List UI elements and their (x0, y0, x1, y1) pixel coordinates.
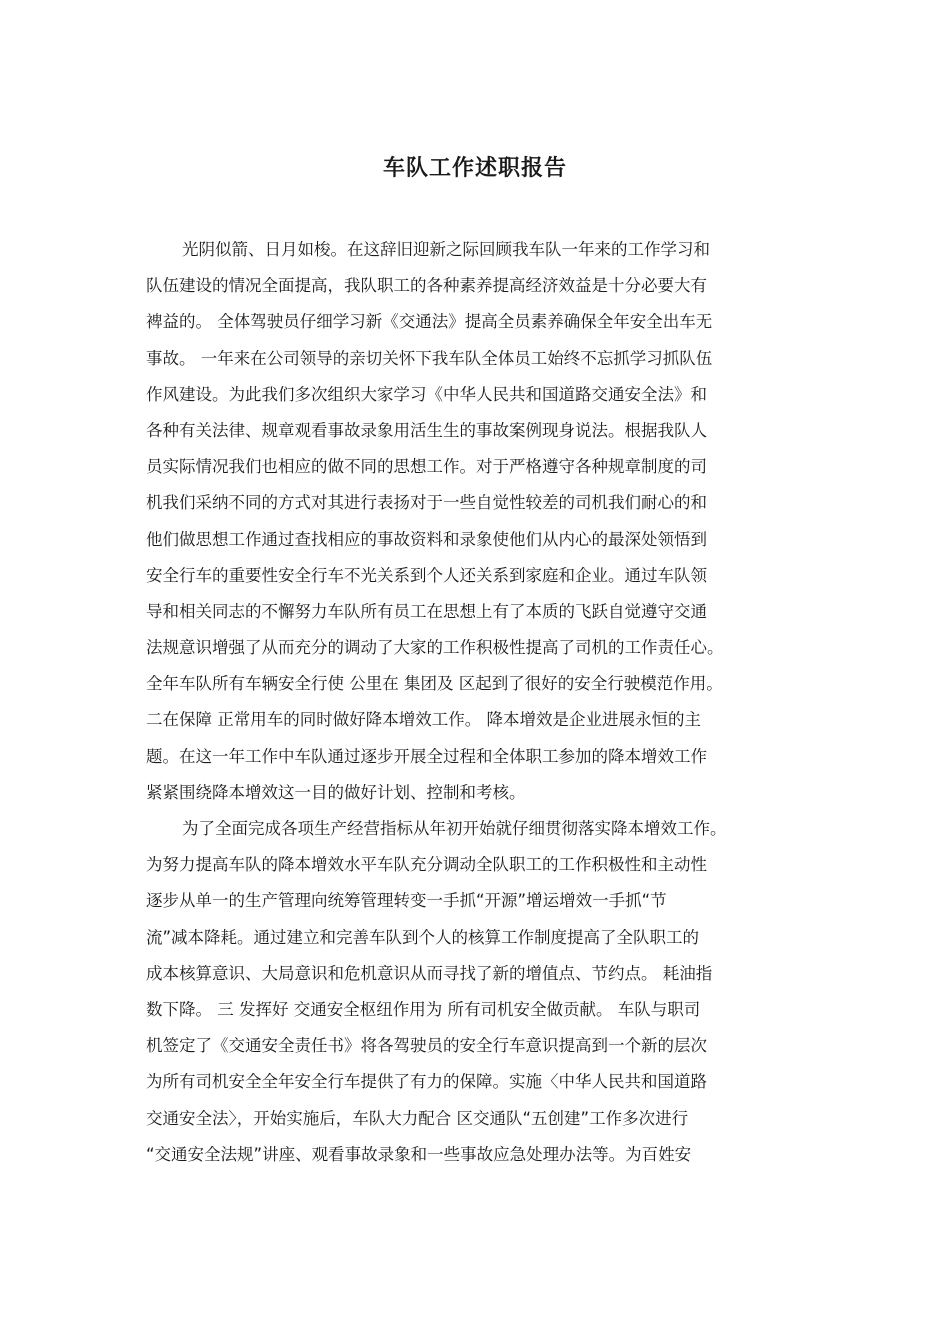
body-line: 全年车队所有车辆安全行使 公里在 集团及 区起到了很好的安全行驶模范作用。 (146, 674, 723, 694)
body-line: 员实际情况我们也相应的做不同的思想工作。对于严格遵守各种规章制度的司 (146, 457, 707, 477)
body-line: 交通安全法〉，开始实施后，车队大力配合 区交通队“五创建”工作多次进行 (146, 1108, 689, 1128)
body-line: 裨益的。 全体驾驶员仔细学习新《交通法》提高全员素养确保全年安全出车无 (146, 312, 713, 332)
document-body (146, 232, 826, 1173)
body-line: 机签定了《交通安全责任书》将各驾驶员的安全行车意识提高到一个新的层次 (146, 1036, 707, 1056)
body-line: 作风建设。为此我们多次组织大家学习《中华人民共和国道路交通安全法》和 (146, 384, 707, 404)
body-line: 各种有关法律、规章观看事故录象用活生生的事故案例现身说法。根据我队人 (146, 420, 707, 440)
body-line: 为了全面完成各项生产经营指标从年初开始就仔细贯彻落实降本增效工作。 (182, 819, 727, 838)
body-line: 数下降。 三 发挥好 交通安全枢纽作用为 所有司机安全做贡献。 车队与职司 (146, 999, 701, 1019)
body-line: 题。在这一年工作中车队通过逐步开展全过程和全体职工参加的降本增效工作 (146, 746, 707, 766)
body-line: 紧紧围绕降本增效这一目的做好计划、控制和考核。 (146, 782, 526, 802)
body-line: 导和相关同志的不懈努力车队所有员工在思想上有了本质的飞跃自觉遵守交通 (146, 601, 707, 621)
body-line: 事故。 一年来在公司领导的亲切关怀下我车队全体员工始终不忘抓学习抓队伍 (146, 348, 713, 368)
body-line: 安全行车的重要性安全行车不光关系到个人还关系到家庭和企业。通过车队领 (146, 565, 707, 585)
body-line: 流”减本降耗。通过建立和完善车队到个人的核算工作制度提高了全队职工的 (146, 927, 700, 947)
body-line: 逐步从单一的生产管理向统筹管理转变一手抓“开源”增运增效一手抓“节 (146, 891, 667, 911)
body-line: 机我们采纳不同的方式对其进行表扬对于一些自觉性较差的司机我们耐心的和 (146, 493, 707, 513)
body-line: 为努力提高车队的降本增效水平车队充分调动全队职工的工作积极性和主动性 (146, 855, 707, 875)
body-line: 为所有司机安全全年安全行车提供了有力的保障。实施〈中华人民共和国道路 (146, 1072, 707, 1092)
body-line: 他们做思想工作通过查找相应的事故资料和录象使他们从内心的最深处领悟到 (146, 529, 707, 549)
body-line: 队伍建设的情况全面提高，我队职工的各种素养提高经济效益是十分必要大有 (146, 276, 707, 296)
body-line: 法规意识增强了从而充分的调动了大家的工作积极性提高了司机的工作责任心。 (146, 638, 724, 658)
document-title: 车队工作述职报告 (382, 156, 567, 181)
body-line: 光阴似箭、日月如梭。在这辞旧迎新之际回顾我车队一年来的工作学习和 (182, 240, 710, 259)
body-line: 二在保障 正常用车的同时做好降本增效工作。 降本增效是企业进展永恒的主 (146, 710, 701, 730)
body-line: 成本核算意识、大局意识和危机意识从而寻找了新的增值点、节约点。 耗油指 (146, 963, 713, 983)
body-line: “交通安全法规”讲座、观看事故录象和一些事故应急处理办法等。为百姓安 (146, 1144, 692, 1164)
